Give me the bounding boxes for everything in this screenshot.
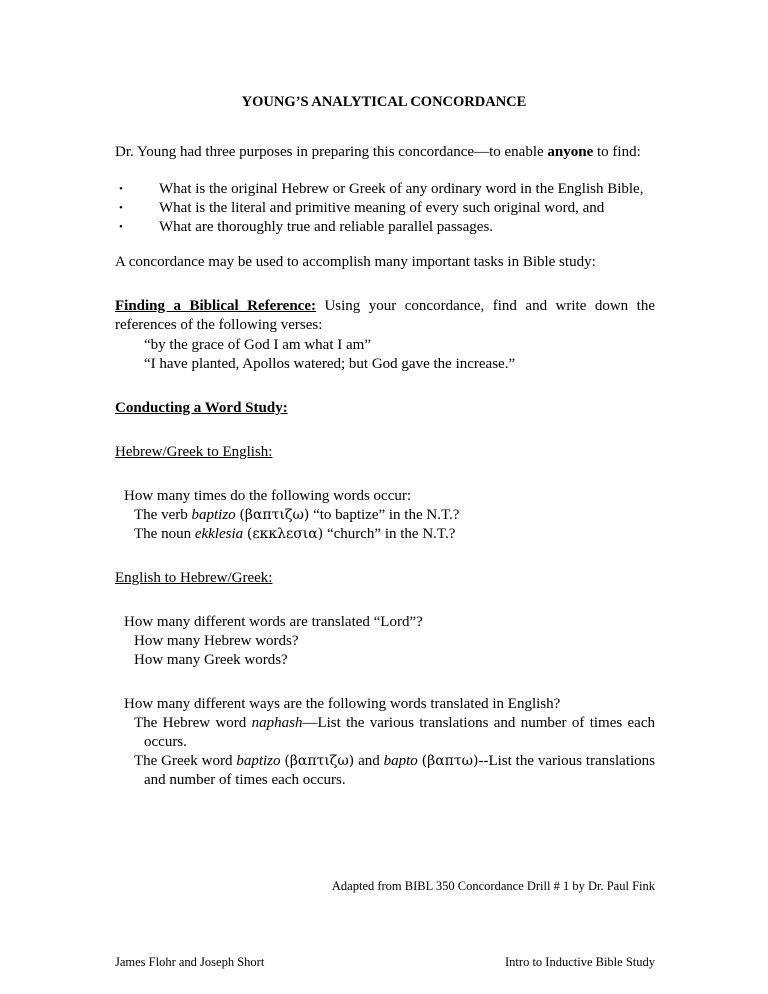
greek-words-question: How many Greek words? [134,652,288,668]
finding-reference-heading: Finding a Biblical Reference: [115,298,316,314]
hebrew-words-question: How many Hebrew words? [134,633,299,649]
naphash-item [115,714,655,752]
item-text: —List the various translations and number of times each occurs. [144,715,655,750]
verse-2: “I have planted, Apollos watered; but God gave the increase.” [144,356,516,372]
greek-word: (βαπτιζω) [239,507,310,523]
finding-reference-section [115,297,655,335]
intro-bold-word: anyone [547,144,594,160]
intro-paragraph [115,143,655,162]
item-text: The Greek word [134,753,237,769]
intro-text-end: to find: [593,144,641,160]
item-text: The verb [134,507,192,523]
transliteration: ekklesia [194,526,244,542]
word-study-heading: Conducting a Word Study: [115,400,288,416]
item-text: “to baptize” in the N.T.? [309,507,460,523]
english-to-hebrew-greek-heading: English to Hebrew/Greek: [115,570,273,586]
lord-question: How many different words are translated “Lord”? [124,614,423,630]
baptizo-bapto-item [115,752,655,790]
verse-1: “by the grace of God I am what I am” [144,337,371,353]
transliteration: bapto [383,753,418,769]
item-text: and [354,753,384,769]
transliteration: baptizo [191,507,236,523]
greek-word: (βαπτω) [421,753,479,769]
concordance-uses: A concordance may be used to accomplish many important tasks in Bible study: [115,254,596,270]
list-item: • What is the literal and primitive meaning of every such original word, and [115,199,643,218]
baptizo-verb-item [115,506,674,525]
list-item: • What are thoroughly true and reliable parallel passages. [115,218,643,237]
page-title: YOUNG’S ANALYTICAL CONCORDANCE [241,94,527,110]
intro-text-start: Dr. Young had three purposes in preparing this concordance—to enable [115,144,548,160]
item-text: --List the various translations and number of times each occurs. [144,753,655,788]
adapted-credit: Adapted from BIBL 350 Concordance Drill # 1 by Dr. Paul Fink [331,879,655,893]
finding-reference-text: Using your concordance, find and write down the references of the following verses: [115,298,655,333]
footer-authors: James Flohr and Joseph Short [115,955,265,969]
greek-word: (εκκλεσια) [246,526,324,542]
purposes-list [115,180,643,237]
transliteration: baptizo [236,753,281,769]
transliteration: naphash [251,715,303,731]
item-text: The noun [134,526,195,542]
list-item: • What is the original Hebrew or Greek of any ordinary word in the English Bible, [115,180,643,199]
translation-ways-question: How many different ways are the following words translated in English? [124,696,561,712]
footer-course: Intro to Inductive Bible Study [505,955,655,969]
item-text: The Hebrew word [134,715,252,731]
greek-word: (βαπτιζω) [284,753,355,769]
hebrew-greek-to-english-heading: Hebrew/Greek to English: [115,444,273,460]
ekklesia-noun-item [115,525,674,544]
item-text: “church” in the N.T.? [323,526,456,542]
occurrence-question: How many times do the following words occur: [124,488,412,504]
